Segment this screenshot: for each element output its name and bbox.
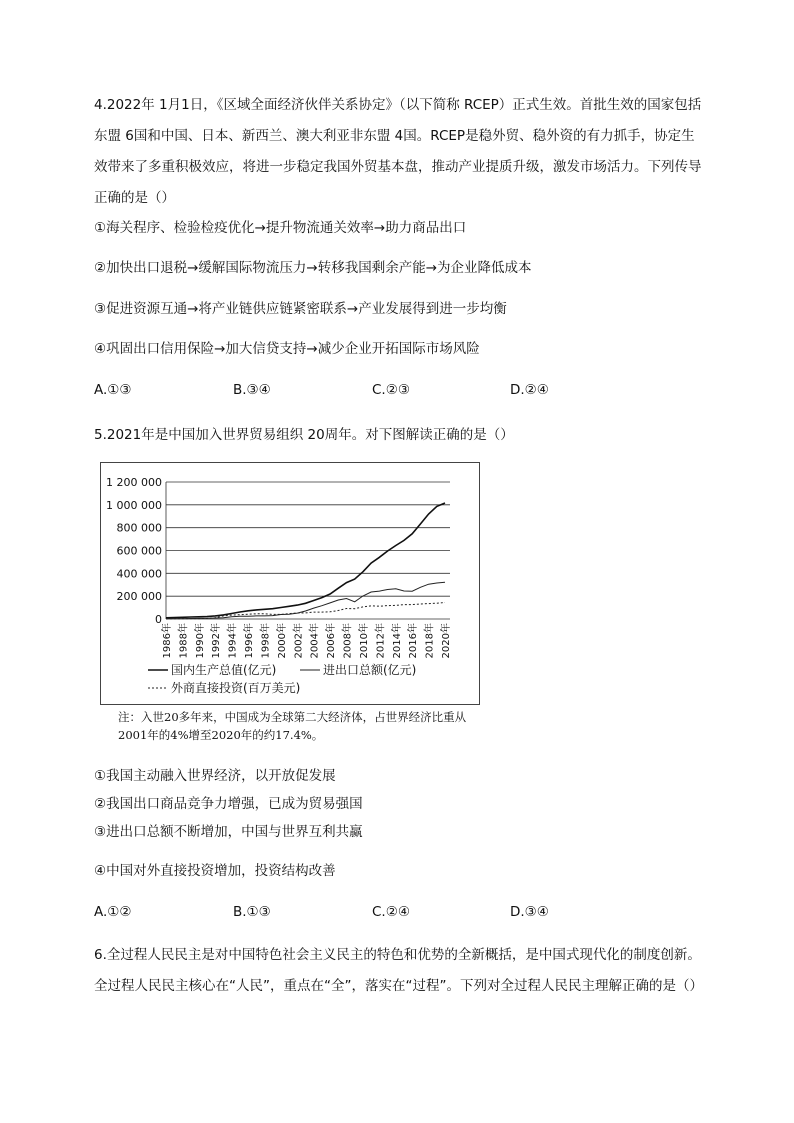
- x-tick-label: 2010年: [358, 623, 370, 659]
- y-tick-label: 0: [155, 613, 162, 626]
- q4-option-1: ①海关程序、检验检疫优化→提升物流通关效率→助力商品出口: [94, 220, 467, 236]
- x-tick-label: 2014年: [391, 623, 403, 659]
- x-tick-label: 2002年: [293, 623, 305, 659]
- q5-option-4: ④中国对外直接投资增加，投资结构改善: [94, 863, 336, 879]
- q4-option-3: ③促进资源互通→将产业链供应链紧密联系→产业发展得到进一步均衡: [94, 301, 507, 317]
- q5-choice-a: A.①②: [94, 904, 132, 920]
- y-tick-label: 600 000: [116, 544, 162, 558]
- q4-option-4: ④巩固出口信用保险→加大信贷支持→减少企业开拓国际市场风险: [94, 341, 480, 357]
- y-tick-label: 800 000: [116, 521, 162, 535]
- q5-choice-d: D.③④: [510, 904, 549, 920]
- q5-choice-c: C.②④: [372, 904, 410, 920]
- q4-choice-d: D.②④: [510, 382, 549, 398]
- legend-label-3: 外商直接投资(百万美元): [171, 681, 301, 695]
- q5-option-1: ①我国主动融入世界经济，以开放促发展: [94, 768, 336, 784]
- y-tick-label: 400 000: [116, 567, 162, 581]
- q4-stem: 4.2022年 1月1日，《区域全面经济伙伴关系协定》（以下简称 RCEP）正式生效。首批生效的国家包括东盟 6国和中国、日本、新西兰、澳大利亚非东盟 4国。RCEP是稳外贸、稳外资的有力抓手，协定生效带来了多重积极效应，将进一步稳定我国外贸基本盘，推动产业提质升级，激发市场活力。下列传导正确的是（）: [94, 97, 702, 206]
- series-line-2: [166, 582, 445, 619]
- x-tick-label: 2004年: [309, 623, 321, 659]
- q6-stem: 6.全过程人民民主是对中国特色社会主义民主的特色和优势的全新概括，是中国式现代化的制度创新。全过程人民民主核心在“人民”，重点在“全”，落实在“过程”。下列对全过程人民民主理解正确的是（）: [94, 947, 703, 994]
- x-tick-label: 1986年: [162, 623, 173, 659]
- legend-label-2: 进出口总额(亿元): [323, 663, 417, 677]
- q4-choice-c: C.②③: [372, 382, 410, 398]
- x-tick-label: 1990年: [194, 623, 206, 659]
- legend-label-1: 国内生产总值(亿元): [171, 663, 277, 677]
- y-tick-label: 1 200 000: [106, 476, 162, 489]
- x-tick-label: 1998年: [260, 623, 272, 659]
- x-tick-label: 2012年: [375, 623, 387, 659]
- x-tick-label: 1988年: [178, 623, 190, 659]
- x-tick-label: 1994年: [227, 623, 239, 659]
- x-tick-label: 2018年: [424, 623, 436, 659]
- x-tick-label: 2016年: [408, 623, 420, 659]
- x-tick-label: 1992年: [211, 623, 223, 659]
- q5-stem: 5.2021年是中国加入世界贸易组织 20周年。对下图解读正确的是（）: [94, 427, 514, 443]
- y-tick-label: 1 000 000: [106, 498, 162, 512]
- x-tick-label: 2006年: [326, 623, 338, 659]
- q5-choice-b: B.①③: [233, 904, 271, 920]
- x-tick-label: 1996年: [244, 623, 256, 659]
- x-tick-label: 2020年: [441, 623, 452, 659]
- q4-choice-b: B.③④: [233, 382, 271, 398]
- q5-option-2: ②我国出口商品竞争力增强，已成为贸易强国: [94, 796, 363, 812]
- chart-note: 注：入世20多年来，中国成为全球第二大经济体，占世界经济比重从2001年的4%增至2020年的约17.4%。: [118, 710, 467, 742]
- y-tick-label: 200 000: [116, 590, 162, 604]
- line-chart: [100, 462, 480, 744]
- q4-option-2: ②加快出口退税→缓解国际物流压力→转移我国剩余产能→为企业降低成本: [94, 260, 532, 276]
- q4-choice-a: A.①③: [94, 382, 132, 398]
- chart-figure: [100, 462, 480, 744]
- x-tick-label: 2000年: [276, 623, 288, 659]
- series-line-1: [166, 503, 445, 618]
- x-tick-label: 2008年: [342, 623, 354, 659]
- q5-option-3: ③进出口总额不断增加，中国与世界互利共赢: [94, 824, 363, 840]
